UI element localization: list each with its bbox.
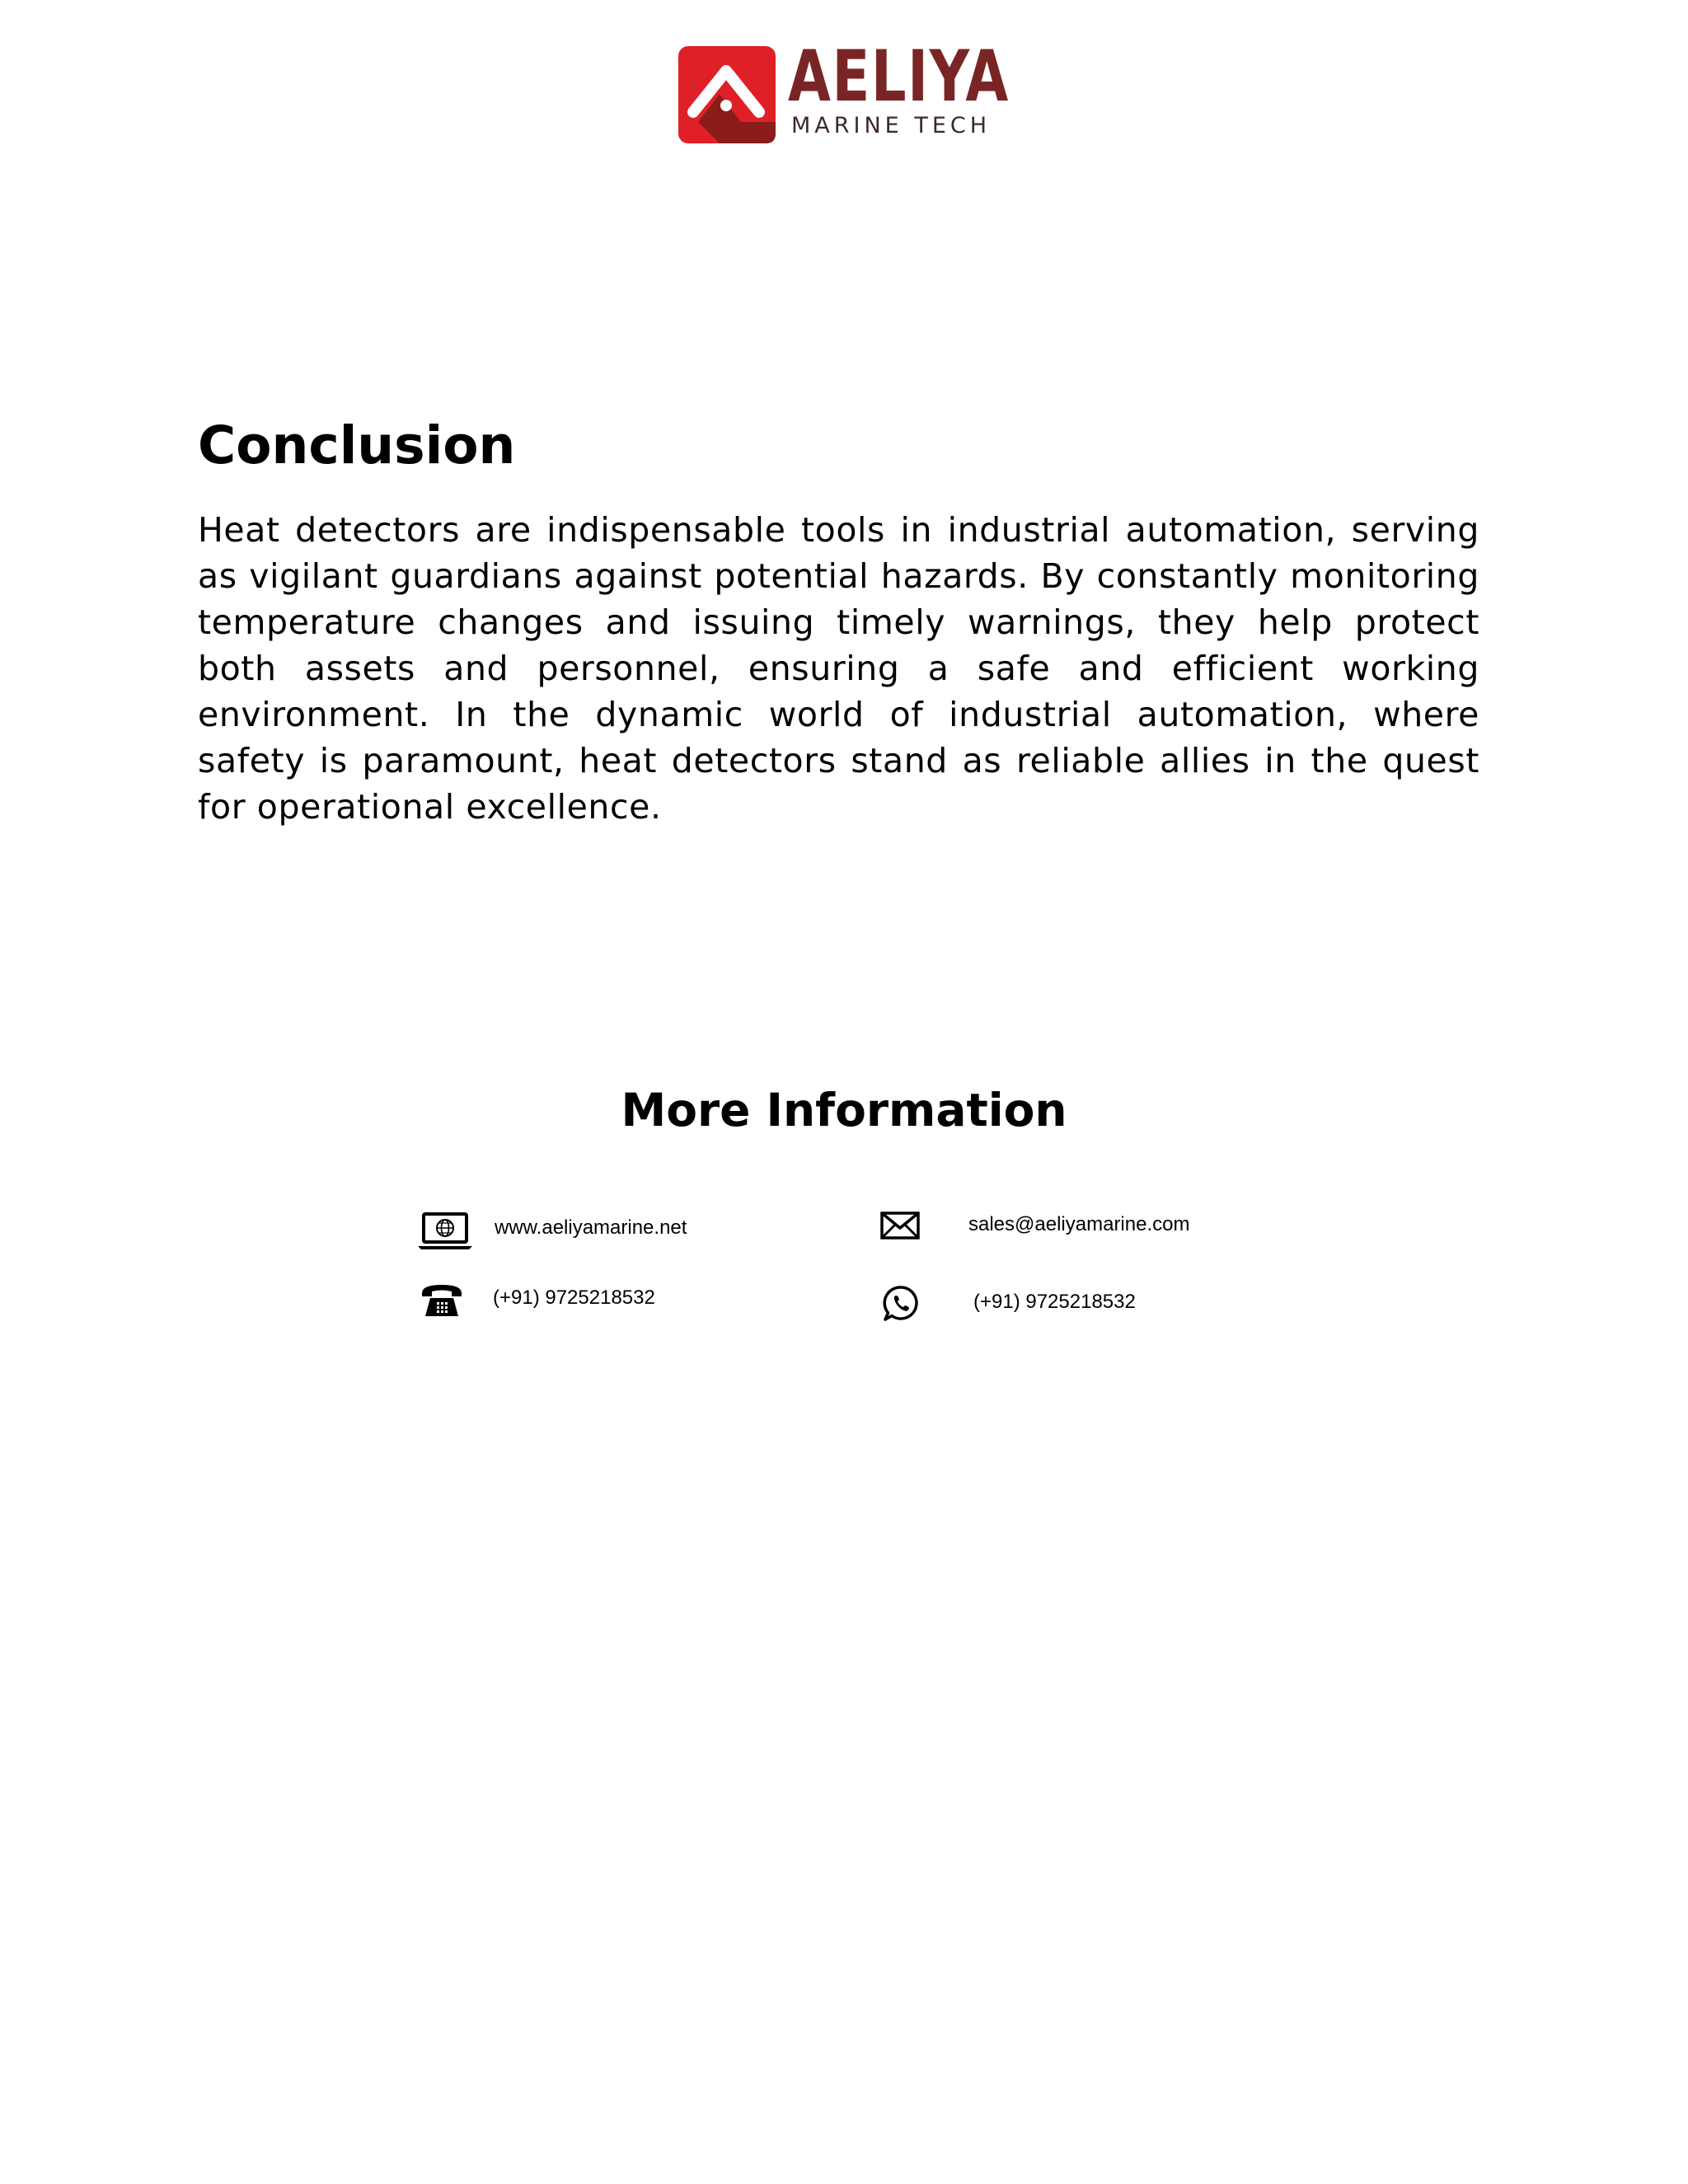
- email-link[interactable]: sales@aeliyamarine.com: [968, 1213, 1190, 1235]
- conclusion-heading: Conclusion: [198, 415, 516, 476]
- conclusion-paragraph: Heat detectors are indispensable tools in industrial automation, serving as vigilant guardians against potential hazards. By constantly monitoring temperature changes and issuing timely warnings, they help protect both assets and personnel, ensuring a safe and efficient working environment. In the dynamic world of industrial automation, where safety is paramount, heat detectors stand as reliable allies in the quest for operational excellence.: [198, 510, 1479, 827]
- telephone-icon: [420, 1282, 463, 1318]
- phone-link[interactable]: (+91) 9725218532: [493, 1286, 655, 1309]
- whatsapp-icon: [883, 1285, 919, 1323]
- more-information-heading: More Information: [621, 1084, 1067, 1137]
- aeliya-logo-mark-icon: [678, 46, 776, 143]
- laptop-globe-icon: [416, 1212, 474, 1251]
- logo-tagline: MARINE TECH: [791, 113, 992, 138]
- whatsapp-link[interactable]: (+91) 9725218532: [973, 1291, 1136, 1313]
- website-link[interactable]: www.aeliyamarine.net: [495, 1216, 687, 1239]
- logo-wordmark: AELIYA: [788, 35, 1010, 118]
- aeliya-logo: [678, 35, 1010, 145]
- envelope-icon: [880, 1212, 920, 1240]
